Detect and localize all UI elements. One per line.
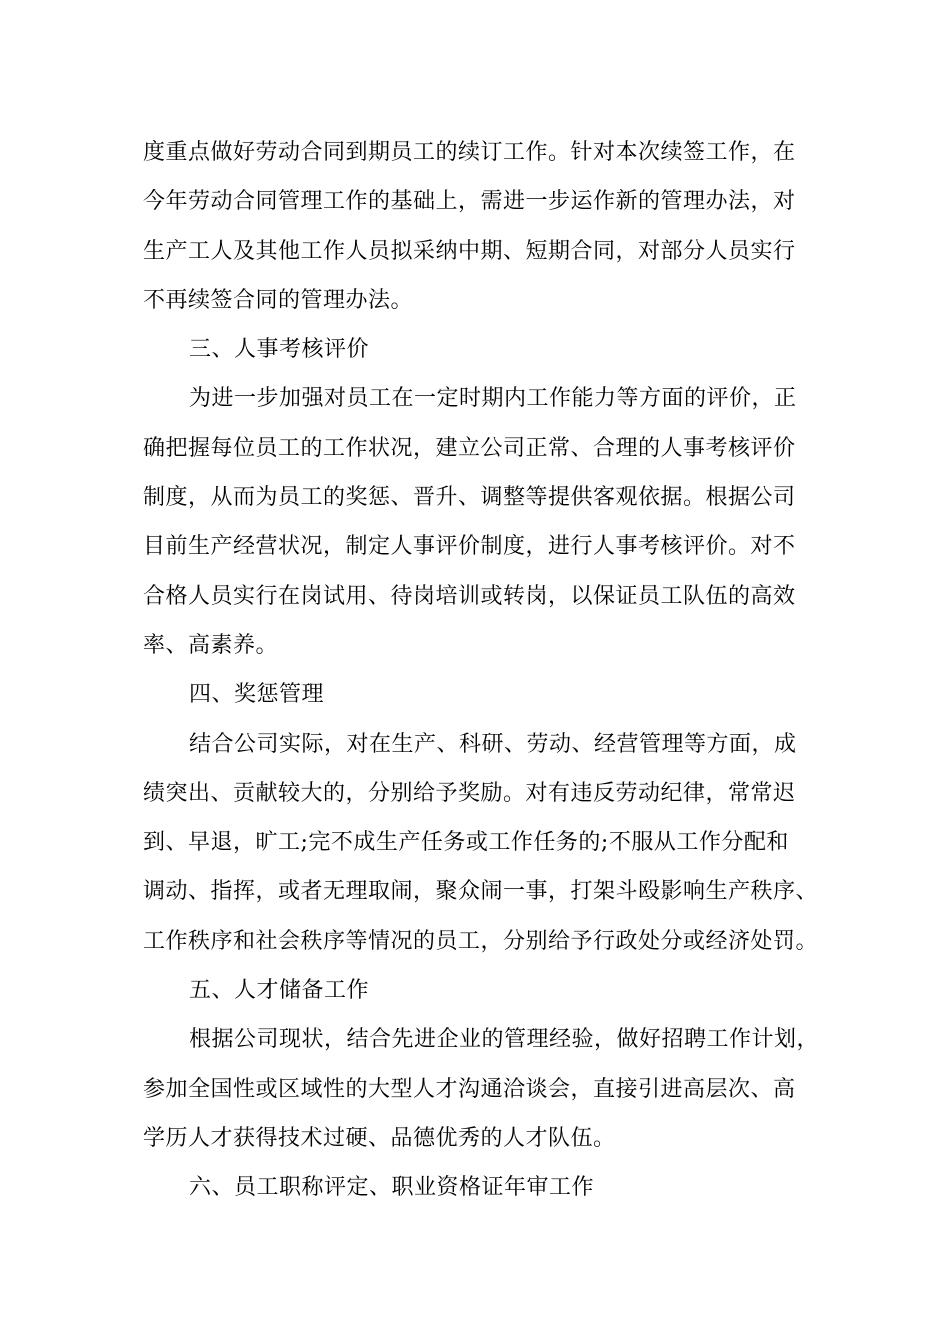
document-body — [143, 128, 827, 1213]
paragraph-line: 参加全国性或区域性的大型人才沟通洽谈会，直接引进高层次、高 — [143, 1076, 796, 1102]
paragraph-line: 工作秩序和社会秩序等情况的员工，分别给予行政处分或经济处罚。 — [143, 928, 819, 954]
paragraph-line: 调动、指挥，或者无理取闹，聚众闹一事，打架斗殴影响生产秩序、 — [143, 879, 819, 905]
paragraph-line: 为进一步加强对员工在一定时期内工作能力等方面的评价，正 — [189, 386, 797, 412]
paragraph-line: 到、早退，旷工;完不成生产任务或工作任务的;不服从工作分配和 — [143, 830, 789, 856]
section-heading-3: 三、人事考核评价 — [189, 337, 370, 363]
paragraph-line: 绩突出、贡献较大的，分别给予奖励。对有违反劳动纪律，常常迟 — [143, 780, 796, 806]
section-heading-5: 五、人才储备工作 — [189, 978, 370, 1004]
paragraph-line: 结合公司实际，对在生产、科研、劳动、经营管理等方面，成 — [189, 731, 797, 757]
paragraph-line: 今年劳动合同管理工作的基础上，需进一步运作新的管理办法，对 — [143, 189, 796, 215]
section-heading-4: 四、奖惩管理 — [189, 682, 325, 708]
paragraph-line: 目前生产经营状况，制定人事评价制度，进行人事考核评价。对不 — [143, 534, 796, 560]
paragraph-line: 率、高素养。 — [143, 632, 279, 658]
paragraph-line: 制度，从而为员工的奖惩、晋升、调整等提供客观依据。根据公司 — [143, 485, 796, 511]
paragraph-line: 学历人才获得技术过硬、品德优秀的人才队伍。 — [143, 1125, 616, 1151]
paragraph-line: 不再续签合同的管理办法。 — [143, 287, 414, 313]
paragraph-line: 度重点做好劳动合同到期员工的续订工作。针对本次续签工作，在 — [143, 140, 796, 165]
paragraph-line: 确把握每位员工的工作状况，建立公司正常、合理的人事考核评价 — [143, 435, 796, 461]
paragraph-line: 生产工人及其他工作人员拟采纳中期、短期合同，对部分人员实行 — [143, 238, 796, 264]
paragraph-line: 根据公司现状，结合先进企业的管理经验，做好招聘工作计划， — [189, 1027, 820, 1053]
section-heading-6: 六、员工职称评定、职业资格证年审工作 — [189, 1175, 595, 1201]
paragraph-line: 合格人员实行在岗试用、待岗培训或转岗，以保证员工队伍的高效 — [143, 583, 796, 609]
